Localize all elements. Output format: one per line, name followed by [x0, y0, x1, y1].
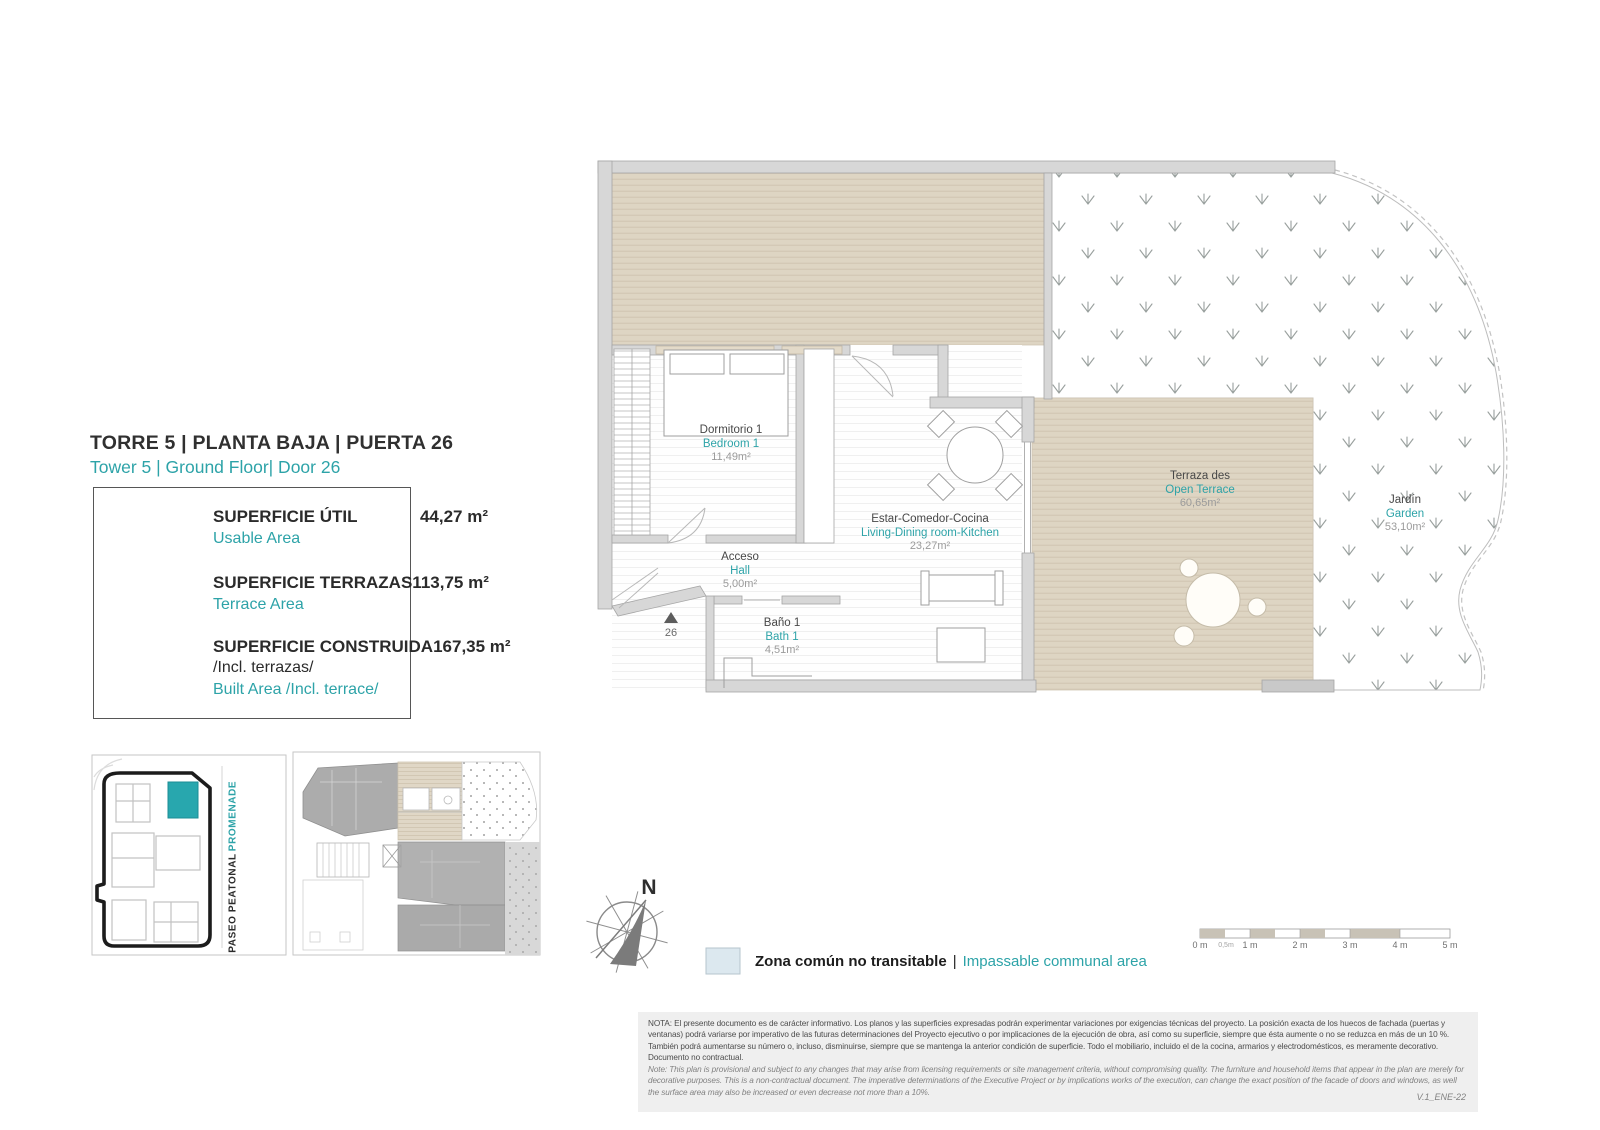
tv-table-icon: [937, 628, 985, 662]
upper-terrace-deck: [612, 173, 1044, 345]
scale-tick-label: 1 m: [1242, 940, 1258, 950]
open-terrace-deck: [1032, 398, 1313, 690]
room-area: 53,10m²: [1384, 521, 1426, 533]
built-area-value: 167,35 m²: [433, 637, 511, 656]
room-name-es: Dormitorio 1: [699, 424, 763, 436]
room-area: 23,27m²: [909, 540, 951, 552]
scale-tick-label: 4 m: [1392, 940, 1408, 950]
page-title-en: Tower 5 | Ground Floor| Door 26: [90, 457, 341, 477]
sofa-icon: [928, 575, 996, 601]
legend-swatch: [706, 948, 740, 974]
entrance-door-number: 26: [664, 627, 678, 639]
built-area-row: [213, 637, 511, 657]
site-key-plan: [92, 755, 286, 955]
note-spanish: NOTA: El presente documento es de carácter informativo. Los planos y las superficies expresadas podrán experimentar variaciones por exigencias técnicas del proyecto. La posición exacta de los huecos de fachada (puertas y ventanas) podrá variarse por imperativo de las futuras determinaciones del Proyecto ejecutivo o por implicaciones de la ejecución de obra, así como su superficie, siempre que ésta aumente o no se reduzca en más de un 10 %. También podrá aumentarse su número o, incluso, disminuirse, siempre que se mantenga la anterior condición de superficie. Todo el mobiliario, incluido el de la cocina, armarios y electrodomésticos, es meramente decorativo. Documento no contractual.: [648, 1019, 1450, 1063]
room-area: 4,51m²: [764, 644, 800, 656]
terrace-area-value: 113,75 m²: [412, 573, 489, 592]
room-label-bedroom: [700, 424, 763, 465]
terrace-area-label-en: Terrace Area: [213, 596, 304, 613]
room-area: 60,65m²: [1179, 497, 1221, 509]
room-name-es: Acceso: [721, 551, 759, 563]
room-name-en: Living-Dining room-Kitchen: [860, 526, 1000, 539]
terrace-area-row: [213, 573, 488, 593]
paseo-peatonal-label: PASEO PEATONAL: [227, 853, 239, 953]
room-label-open-terrace: [1165, 470, 1234, 511]
usable-area-row: [213, 507, 488, 527]
room-area: 5,00m²: [722, 578, 758, 590]
room-label-garden: [1385, 494, 1425, 535]
room-name-en: Open Terrace: [1165, 483, 1235, 496]
compass-icon: [570, 875, 685, 990]
room-name-es: Jardín: [1389, 494, 1421, 506]
compass-north-label: N: [641, 876, 657, 899]
room-label-bath: [764, 617, 800, 658]
built-area-label-extra: /Incl. terrazas/: [213, 659, 314, 676]
room-label-living: [861, 513, 999, 554]
note-english: Note: This plan is provisional and subject to any changes that may arise from licensing requirements or site management criteria, without compromising quality. The furniture and household items that appear in the plan are merely for decorative purposes. This is a non-contractual document. The imperative determinations of the Executive Project or by implications works of the execution, can change the exact position of the facade of doors and windows, as well the surface area may also be increased or even decrease not more than a 10%.: [648, 1065, 1464, 1097]
built-area-label: SUPERFICIE CONSTRUIDA: [213, 637, 434, 656]
room-name-en: Garden: [1385, 507, 1425, 520]
built-area-label-en: Built Area /Incl. terrace/: [213, 681, 379, 698]
scale-tick-label: 0,5m: [1218, 942, 1234, 949]
building-key-plan: [293, 752, 540, 955]
usable-area-value: 44,27 m²: [419, 507, 488, 526]
scale-bar: [1200, 929, 1450, 938]
surface-areas-box: [93, 487, 511, 719]
other-unit: [398, 905, 505, 951]
room-name-en: Bedroom 1: [702, 437, 760, 450]
promenade-label: PROMENADE: [227, 780, 239, 852]
page-title-es: TORRE 5 | PLANTA BAJA | PUERTA 26: [90, 432, 454, 454]
scale-tick-label: 5 m: [1442, 940, 1458, 950]
legend-label-en: Impassable communal area: [962, 953, 1147, 970]
mini-garden: [462, 762, 537, 840]
stairs-icon: [317, 843, 369, 877]
dining-table-icon: [947, 427, 1003, 483]
legend: [755, 953, 1147, 970]
room-name-en: Bath 1: [765, 630, 799, 643]
room-area: 11,49m²: [711, 451, 751, 463]
room-label-hall: [721, 551, 759, 592]
room-name-es: Estar-Comedor-Cocina: [871, 513, 989, 525]
scale-tick-label: 2 m: [1292, 940, 1308, 950]
closet-icon: [804, 349, 834, 543]
other-unit: [398, 842, 505, 905]
version-label: V.1_ENE-22: [1416, 1092, 1466, 1102]
room-name-es: Baño 1: [763, 617, 801, 629]
scale-tick-label: 3 m: [1342, 940, 1358, 950]
highlighted-tower: [168, 782, 198, 818]
usable-area-label-en: Usable Area: [213, 530, 301, 547]
legend-separator: |: [952, 953, 957, 970]
entrance-marker-icon: [664, 612, 678, 623]
room-name-es: Terraza des: [1169, 470, 1231, 482]
legend-label-es: Zona común no transitable: [755, 953, 947, 970]
scale-tick-label: 0 m: [1192, 940, 1208, 950]
room-name-en: Hall: [730, 564, 750, 577]
usable-area-label: SUPERFICIE ÚTIL: [213, 507, 358, 526]
terrace-area-label: SUPERFICIE TERRAZAS: [213, 573, 413, 592]
terrace-table-icon: [1186, 573, 1240, 627]
